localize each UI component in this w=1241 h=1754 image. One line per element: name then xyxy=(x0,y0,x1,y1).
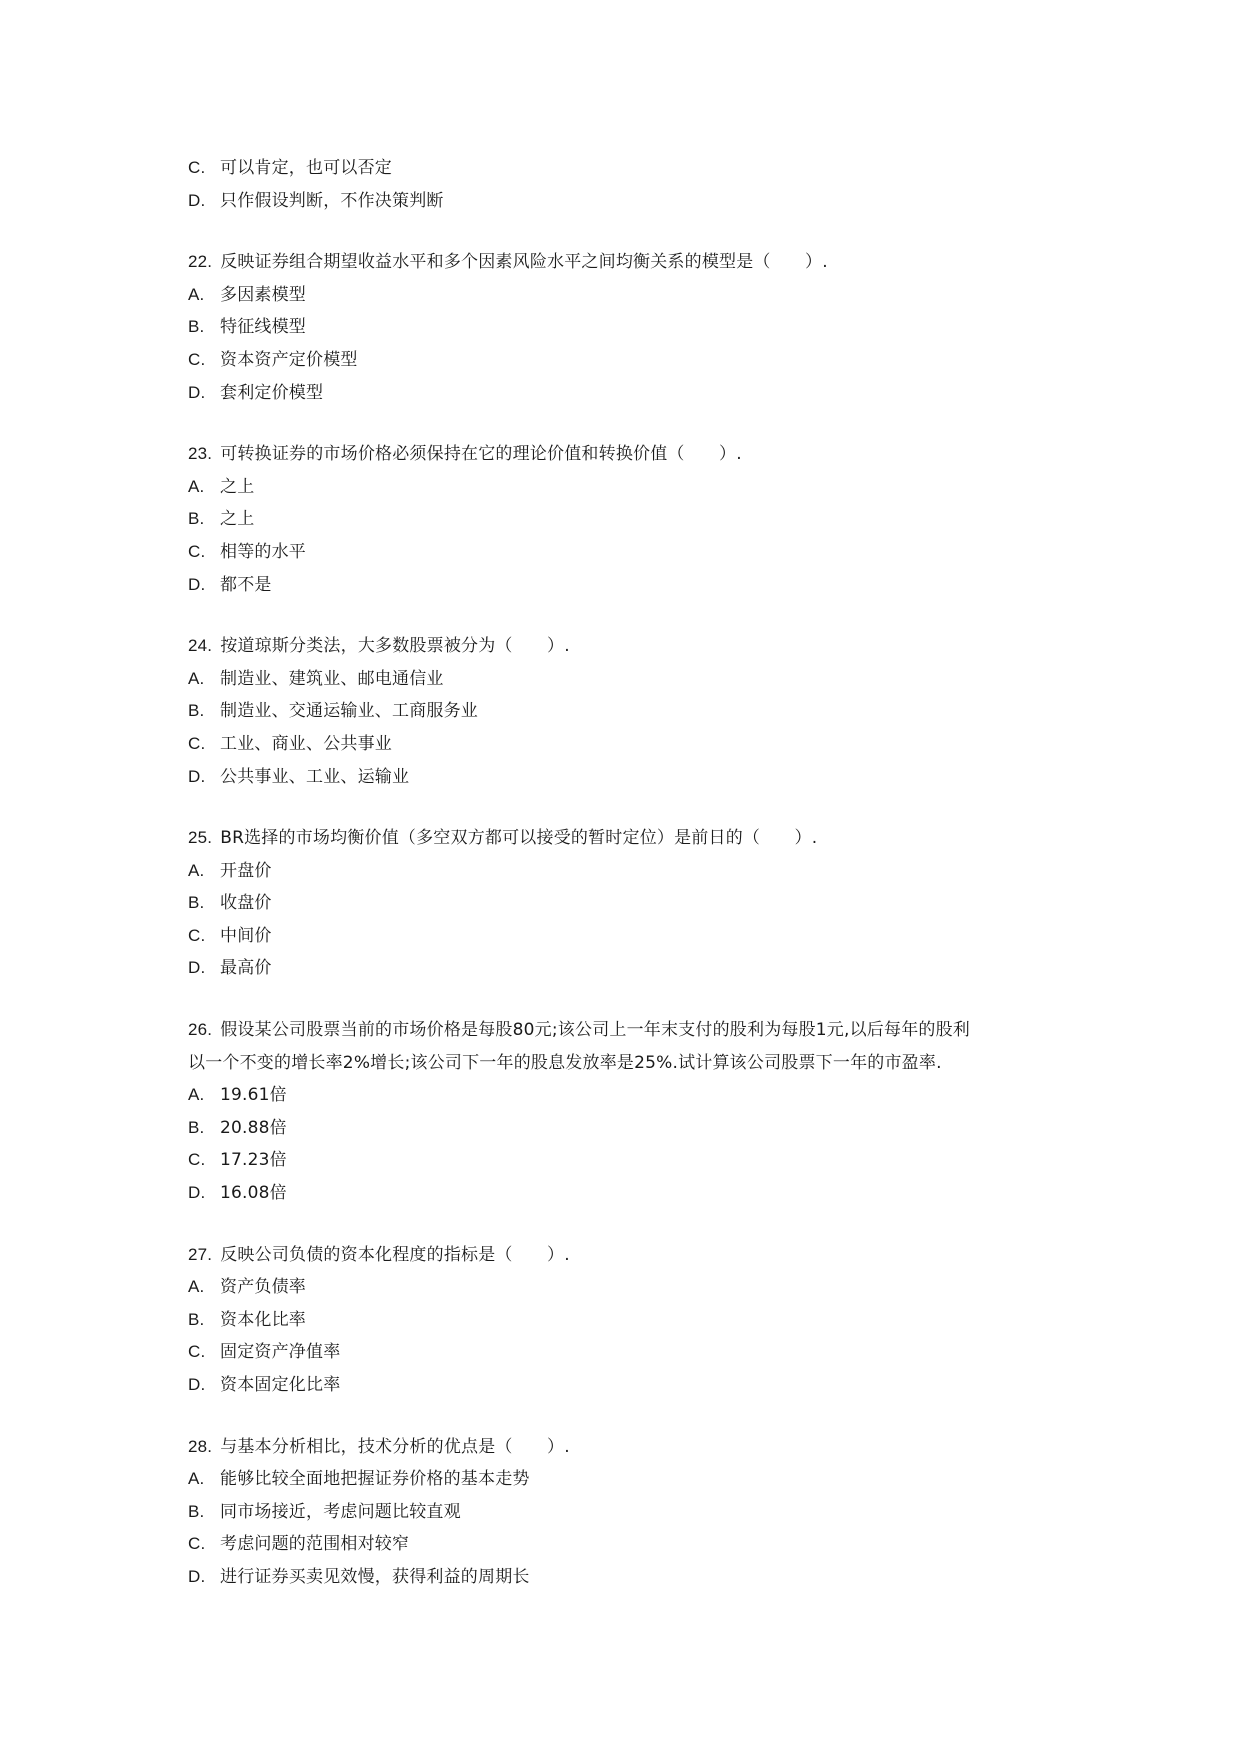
question-stem xyxy=(188,630,1068,663)
option-text: 都不是 xyxy=(220,574,272,595)
option-text: 收盘价 xyxy=(220,893,272,914)
option-text: 制造业、建筑业、邮电通信业 xyxy=(220,668,444,689)
option-letter: A. xyxy=(188,668,205,688)
option-text: 17.23倍 xyxy=(220,1150,287,1171)
option-letter: C. xyxy=(188,925,206,945)
option-d xyxy=(188,569,1068,602)
option-letter: B. xyxy=(188,701,205,721)
option-letter: A. xyxy=(188,1469,205,1489)
option-d xyxy=(188,761,1068,794)
question-gap xyxy=(188,217,1068,246)
option-a xyxy=(188,1079,1068,1112)
option-a xyxy=(188,279,1068,312)
question-gap xyxy=(188,601,1068,630)
option-d xyxy=(188,952,1068,985)
option-text: 资本化比率 xyxy=(220,1309,306,1330)
question-block xyxy=(188,1431,1068,1594)
option-letter: B. xyxy=(188,1501,205,1521)
leading-options xyxy=(188,152,1068,217)
option-letter: C. xyxy=(188,1342,206,1362)
option-text: 考虑问题的范围相对较窄 xyxy=(220,1534,410,1555)
option-b xyxy=(188,311,1068,344)
option-text: 最高价 xyxy=(220,958,272,979)
question-block xyxy=(188,1239,1068,1402)
option-letter: D. xyxy=(188,382,206,402)
question-gap xyxy=(188,793,1068,822)
option-b xyxy=(188,1304,1068,1337)
option-letter: A. xyxy=(188,284,205,304)
option-letter: A. xyxy=(188,860,205,880)
option-text: 19.61倍 xyxy=(220,1085,287,1106)
option-a xyxy=(188,1271,1068,1304)
option-text: 工业、商业、公共事业 xyxy=(220,733,392,754)
option-letter: B. xyxy=(188,1309,205,1329)
option-text: 只作假设判断，不作决策判断 xyxy=(220,190,444,211)
option-c xyxy=(188,152,1068,185)
question-block xyxy=(188,1014,1068,1210)
option-text: 之上 xyxy=(220,509,255,530)
option-c xyxy=(188,1336,1068,1369)
option-letter: D. xyxy=(188,1183,206,1203)
option-a xyxy=(188,663,1068,696)
option-text: 能够比较全面地把握证券价格的基本走势 xyxy=(220,1469,530,1490)
question-block xyxy=(188,246,1068,409)
option-letter: B. xyxy=(188,893,205,913)
option-letter: B. xyxy=(188,1117,205,1137)
option-text: 资本固定化比率 xyxy=(220,1375,341,1395)
question-stem xyxy=(188,1047,1068,1080)
question-gap xyxy=(188,409,1068,438)
option-letter: A. xyxy=(188,1085,205,1105)
question-number: 23. xyxy=(188,444,213,464)
question-stem xyxy=(188,1239,1068,1272)
question-number: 24. xyxy=(188,636,213,656)
option-text: 之上 xyxy=(220,476,255,497)
option-d xyxy=(188,1369,1068,1402)
option-a xyxy=(188,1463,1068,1496)
option-text: 进行证券买卖见效慢，获得利益的周期长 xyxy=(220,1566,530,1587)
option-a xyxy=(188,855,1068,888)
question-gap xyxy=(188,985,1068,1014)
option-text: 资产负债率 xyxy=(220,1277,306,1298)
option-letter: C. xyxy=(188,1150,206,1170)
question-number: 22. xyxy=(188,252,213,272)
option-b xyxy=(188,887,1068,920)
option-letter: C. xyxy=(188,1534,206,1554)
option-text: 资本资产定价模型 xyxy=(220,349,358,370)
option-text: 16.08倍 xyxy=(220,1183,287,1204)
option-c xyxy=(188,920,1068,953)
question-stem-text: BR选择的市场均衡价值（多空双方都可以接受的暂时定位）是前日的（ ）. xyxy=(220,828,818,849)
question-number: 28. xyxy=(188,1436,213,1456)
option-text: 20.88倍 xyxy=(220,1117,287,1138)
option-text: 固定资产净值率 xyxy=(220,1342,341,1363)
option-letter: D. xyxy=(188,190,206,210)
option-d xyxy=(188,185,1068,218)
option-text: 多因素模型 xyxy=(220,284,306,305)
option-c xyxy=(188,344,1068,377)
option-letter: D. xyxy=(188,958,206,978)
question-stem xyxy=(188,438,1068,471)
question-number: 25. xyxy=(188,828,213,848)
option-letter: B. xyxy=(188,317,205,337)
option-text: 可以肯定，也可以否定 xyxy=(220,158,392,178)
question-gap xyxy=(188,1210,1068,1239)
option-letter: C. xyxy=(188,541,206,561)
option-letter: D. xyxy=(188,574,206,594)
question-stem-text: 反映证券组合期望收益水平和多个因素风险水平之间均衡关系的模型是（ ）. xyxy=(220,252,828,273)
exam-content xyxy=(188,152,1068,1594)
option-text: 开盘价 xyxy=(220,860,272,881)
option-c xyxy=(188,536,1068,569)
question-stem-text: 以一个不变的增长率2%增长;该公司下一年的股息发放率是25%.试计算该公司股票下一年的市盈率. xyxy=(188,1052,942,1073)
question-number: 26. xyxy=(188,1020,213,1040)
question-stem xyxy=(188,1431,1068,1464)
option-text: 相等的水平 xyxy=(220,541,306,562)
option-letter: C. xyxy=(188,158,206,177)
option-letter: C. xyxy=(188,733,206,753)
question-stem-text: 按道琼斯分类法，大多数股票被分为（ ）. xyxy=(220,636,570,657)
option-c xyxy=(188,1144,1068,1177)
option-text: 中间价 xyxy=(220,925,272,946)
option-letter: D. xyxy=(188,1375,206,1394)
option-text: 公共事业、工业、运输业 xyxy=(220,766,410,787)
question-stem xyxy=(188,822,1068,855)
option-c xyxy=(188,1528,1068,1561)
question-block xyxy=(188,630,1068,793)
option-b xyxy=(188,695,1068,728)
question-block xyxy=(188,438,1068,601)
option-d xyxy=(188,1177,1068,1210)
option-d xyxy=(188,377,1068,410)
question-list xyxy=(188,217,1068,1593)
option-letter: D. xyxy=(188,766,206,786)
option-d xyxy=(188,1561,1068,1594)
option-letter: B. xyxy=(188,509,205,529)
option-letter: C. xyxy=(188,349,206,369)
option-letter: A. xyxy=(188,1277,205,1297)
option-text: 同市场接近，考虑问题比较直观 xyxy=(220,1501,461,1522)
question-stem xyxy=(188,246,1068,279)
option-b xyxy=(188,503,1068,536)
option-a xyxy=(188,471,1068,504)
option-text: 制造业、交通运输业、工商服务业 xyxy=(220,701,478,722)
option-text: 套利定价模型 xyxy=(220,382,324,403)
question-gap xyxy=(188,1402,1068,1431)
option-b xyxy=(188,1496,1068,1529)
question-stem xyxy=(188,1014,1068,1047)
option-letter: D. xyxy=(188,1566,206,1586)
question-stem-text: 可转换证券的市场价格必须保持在它的理论价值和转换价值（ ）. xyxy=(220,444,742,465)
option-b xyxy=(188,1112,1068,1145)
option-text: 特征线模型 xyxy=(220,317,306,338)
question-number: 27. xyxy=(188,1244,213,1264)
option-letter: A. xyxy=(188,476,205,496)
question-stem-text: 反映公司负债的资本化程度的指标是（ ）. xyxy=(220,1244,570,1265)
question-block xyxy=(188,822,1068,985)
question-stem-text: 假设某公司股票当前的市场价格是每股80元;该公司上一年末支付的股利为每股1元,以后每年的股利 xyxy=(220,1020,971,1041)
question-stem-text: 与基本分析相比，技术分析的优点是（ ）. xyxy=(220,1436,570,1457)
option-c xyxy=(188,728,1068,761)
